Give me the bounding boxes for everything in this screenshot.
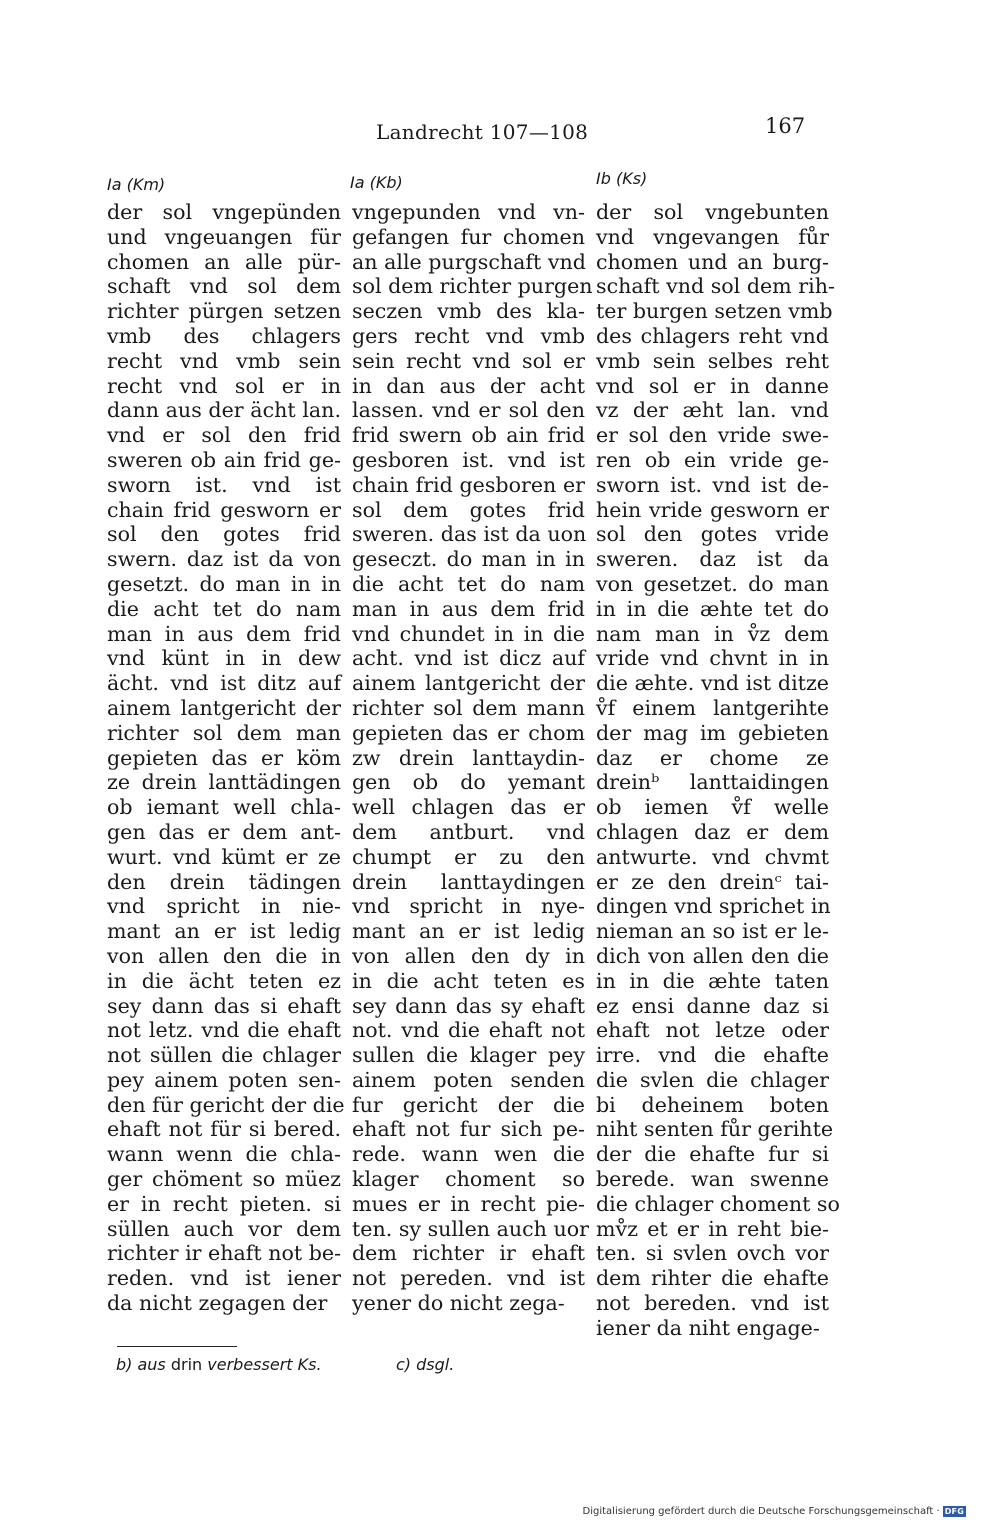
footnote-b-prefix: b) aus bbox=[116, 1355, 166, 1374]
text-line: richter ir ehaft not be- bbox=[107, 1241, 342, 1266]
text-line: ten. sy sullen auch uor bbox=[352, 1216, 589, 1241]
text-line: in in die æhte taten bbox=[596, 968, 829, 993]
text-line: richter sol dem mann bbox=[352, 695, 585, 720]
text-line: rede. wann wen die bbox=[352, 1142, 585, 1167]
text-line: frid swern ob ain frid bbox=[352, 423, 585, 448]
text-line: mant an er ist ledig bbox=[107, 919, 341, 944]
text-line: der mag im gebieten bbox=[596, 720, 829, 745]
text-line: da nicht zegagen der bbox=[107, 1291, 328, 1316]
text-line: die acht tet do nam bbox=[107, 596, 341, 621]
text-line: chain frid gesworn er bbox=[107, 497, 341, 522]
text-line: ez ensi danne daz si bbox=[596, 993, 829, 1018]
text-line: ehaft not für si bered. bbox=[107, 1117, 341, 1142]
text-column-1 bbox=[107, 200, 345, 1316]
text-line: schaft vnd sol dem rih- bbox=[596, 274, 835, 299]
credit-text: Digitalisierung gefördert durch die Deutsche Forschungsgemeinschaft · bbox=[582, 1506, 940, 1517]
page-number: 167 bbox=[765, 114, 806, 138]
text-line: gepieten das er chom bbox=[352, 720, 585, 745]
footnote-b bbox=[116, 1355, 322, 1374]
text-line: vngepunden vnd vn- bbox=[352, 200, 585, 224]
text-line: und vngeuangen für bbox=[107, 224, 341, 249]
text-line: sworn ist. vnd ist de- bbox=[596, 472, 829, 497]
text-line: schaft vnd sol dem bbox=[107, 274, 341, 299]
text-line: dich von allen den die bbox=[596, 943, 829, 968]
text-line: vnd künt in in dew bbox=[107, 646, 341, 671]
text-line: not bereden. vnd ist bbox=[596, 1291, 829, 1316]
text-line: ter burgen setzen vmb bbox=[596, 299, 833, 324]
text-line: die acht tet do nam bbox=[352, 571, 585, 596]
text-line: sol den gotes frid bbox=[107, 522, 341, 547]
text-line: reden. vnd ist iener bbox=[107, 1266, 341, 1291]
text-line: von gesetzet. do man bbox=[596, 571, 829, 596]
text-line: ob iemen v̊f welle bbox=[596, 795, 829, 820]
text-line: mv̊z et er in reht bie- bbox=[596, 1216, 829, 1241]
text-line: sey dann das sy ehaft bbox=[352, 993, 585, 1018]
text-line: er ze den dreinᶜ tai- bbox=[596, 869, 829, 894]
text-line: der sol vngepünden bbox=[107, 200, 341, 224]
text-line: irre. vnd die ehafte bbox=[596, 1043, 829, 1068]
text-line: ren ob ein vride ge- bbox=[596, 447, 829, 472]
text-line: recht vnd sol er in bbox=[107, 373, 341, 398]
text-line: klager choment so bbox=[352, 1167, 585, 1192]
text-line: chlagen daz er dem bbox=[596, 819, 829, 844]
text-line: wann wenn die chla- bbox=[107, 1142, 341, 1167]
text-line: der sol vngebunten bbox=[596, 200, 829, 224]
text-line: gesetzt. do man in in bbox=[107, 571, 341, 596]
text-line: vz der æht lan. vnd bbox=[596, 398, 829, 423]
text-column-3 bbox=[596, 200, 840, 1341]
text-line: vnd sol er in danne bbox=[596, 373, 829, 398]
text-line: er in recht pieten. si bbox=[107, 1191, 341, 1216]
text-line: gefangen fur chomen bbox=[352, 224, 585, 249]
text-line: berede. wan swenne bbox=[596, 1167, 829, 1192]
text-line: vmb des chlagers bbox=[107, 323, 341, 348]
text-line: gen ob do yemant bbox=[352, 770, 585, 795]
text-line: der die ehafte fur si bbox=[596, 1142, 829, 1167]
text-line: zw drein lanttaydin- bbox=[352, 745, 585, 770]
text-line: in dan aus der acht bbox=[352, 373, 585, 398]
text-line: chomen an alle pür- bbox=[107, 249, 341, 274]
text-line: gesboren ist. vnd ist bbox=[352, 447, 585, 472]
text-line: chomen und an burg- bbox=[596, 249, 829, 274]
text-line: antwurte. vnd chvmt bbox=[596, 844, 829, 869]
text-line: sey dann das si ehaft bbox=[107, 993, 341, 1018]
footnote-c: c) dsgl. bbox=[396, 1355, 455, 1374]
text-line: er sol den vride swe- bbox=[596, 423, 829, 448]
text-line: lassen. vnd er sol den bbox=[352, 398, 585, 423]
text-line: vnd spricht in nye- bbox=[352, 894, 585, 919]
text-line: man in aus dem frid bbox=[107, 621, 341, 646]
column-heading-1: Ia (Km) bbox=[107, 175, 166, 194]
text-line: yener do nicht zega- bbox=[352, 1291, 565, 1316]
text-line: den drein tädingen bbox=[107, 869, 341, 894]
text-line: acht. vnd ist dicz auf bbox=[352, 646, 585, 671]
text-line: ze drein lanttädingen bbox=[107, 770, 341, 795]
footnote-rule bbox=[117, 1346, 237, 1347]
text-line: sein recht vnd sol er bbox=[352, 348, 585, 373]
text-line: sullen die klager pey bbox=[352, 1043, 585, 1068]
footnote-b-word: drin bbox=[170, 1355, 203, 1374]
text-line: not süllen die chlager bbox=[107, 1043, 341, 1068]
text-line: gepieten das er köm bbox=[107, 745, 341, 770]
page-title: Landrecht 107—108 bbox=[376, 120, 589, 144]
text-line: bi deheinem boten bbox=[596, 1092, 829, 1117]
text-line: niht senten fůr gerihte bbox=[596, 1117, 834, 1142]
text-line: pey ainem poten sen- bbox=[107, 1067, 341, 1092]
text-line: ehaft not fur sich pe- bbox=[352, 1117, 585, 1142]
text-line: dem richter ir ehaft bbox=[352, 1241, 585, 1266]
text-line: vnd er sol den frid bbox=[107, 423, 341, 448]
text-line: daz er chome ze bbox=[596, 745, 829, 770]
text-line: vride vnd chvnt in in bbox=[596, 646, 829, 671]
text-line: des chlagers reht vnd bbox=[596, 323, 829, 348]
column-heading-2: Ia (Kb) bbox=[350, 173, 403, 192]
text-line: drein lanttaydingen bbox=[352, 869, 585, 894]
text-line: hein vride gesworn er bbox=[596, 497, 829, 522]
text-line: sol den gotes vride bbox=[596, 522, 829, 547]
column-heading-3: Ib (Ks) bbox=[596, 169, 648, 188]
text-column-2 bbox=[352, 200, 593, 1316]
text-line: seczen vmb des kla- bbox=[352, 299, 585, 324]
text-line: sweren. daz ist da bbox=[596, 547, 829, 572]
text-line: richter pürgen setzen bbox=[107, 299, 341, 324]
text-line: ächt. vnd ist ditz auf bbox=[107, 671, 341, 696]
text-line: gen das er dem ant- bbox=[107, 819, 341, 844]
text-line: in die ächt teten ez bbox=[107, 968, 341, 993]
text-line: an alle purgschaft vnd bbox=[352, 249, 586, 274]
text-line: chain frid gesboren er bbox=[352, 472, 585, 497]
text-line: vnd chundet in in die bbox=[352, 621, 585, 646]
text-line: geseczt. do man in in bbox=[352, 547, 585, 572]
text-line: die svlen die chlager bbox=[596, 1067, 829, 1092]
text-line: iener da niht engage- bbox=[596, 1315, 820, 1340]
text-line: dreinᵇ lanttaidingen bbox=[596, 770, 829, 795]
text-line: sworn ist. vnd ist bbox=[107, 472, 341, 497]
text-line: dem rihter die ehafte bbox=[596, 1266, 829, 1291]
text-line: wurt. vnd kümt er ze bbox=[107, 844, 341, 869]
text-line: sweren ob ain frid ge- bbox=[107, 447, 341, 472]
text-line: die chlager choment so bbox=[596, 1191, 840, 1216]
text-line: gers recht vnd vmb bbox=[352, 323, 585, 348]
text-line: richter sol dem man bbox=[107, 720, 341, 745]
text-line: mant an er ist ledig bbox=[352, 919, 585, 944]
text-line: den für gericht der die bbox=[107, 1092, 345, 1117]
text-line: not letz. vnd die ehaft bbox=[107, 1018, 341, 1043]
text-line: ob iemant well chla- bbox=[107, 795, 341, 820]
text-line: in in die æhte tet do bbox=[596, 596, 829, 621]
text-line: mues er in recht pie- bbox=[352, 1191, 585, 1216]
text-line: dem antburt. vnd bbox=[352, 819, 585, 844]
digitization-credit bbox=[583, 1506, 966, 1517]
text-line: well chlagen das er bbox=[352, 795, 585, 820]
text-line: nieman an so ist er le- bbox=[596, 919, 829, 944]
text-line: dann aus der ächt lan. bbox=[107, 398, 341, 423]
text-line: vnd vngevangen fůr bbox=[596, 224, 829, 249]
text-line: ten. si svlen ovch vor bbox=[596, 1241, 829, 1266]
text-line: recht vnd vmb sein bbox=[107, 348, 341, 373]
text-line: swern. daz ist da von bbox=[107, 547, 341, 572]
text-line: die æhte. vnd ist ditze bbox=[596, 671, 829, 696]
text-line: in die acht teten es bbox=[352, 968, 585, 993]
text-line: chumpt er zu den bbox=[352, 844, 585, 869]
text-line: nam man in v̊z dem bbox=[596, 621, 829, 646]
text-line: ainem poten senden bbox=[352, 1067, 585, 1092]
text-line: vnd spricht in nie- bbox=[107, 894, 341, 919]
text-line: not pereden. vnd ist bbox=[352, 1266, 585, 1291]
text-line: von allen den die in bbox=[107, 943, 341, 968]
text-line: vmb sein selbes reht bbox=[596, 348, 829, 373]
footnote-b-suffix: verbessert Ks. bbox=[207, 1355, 322, 1374]
text-line: ainem lantgericht der bbox=[352, 671, 585, 696]
text-line: sol dem gotes frid bbox=[352, 497, 585, 522]
text-line: ainem lantgericht der bbox=[107, 695, 341, 720]
text-line: man in aus dem frid bbox=[352, 596, 585, 621]
text-line: ehaft not letze oder bbox=[596, 1018, 829, 1043]
text-line: sweren. das ist da uon bbox=[352, 522, 587, 547]
text-line: ger chöment so müez bbox=[107, 1167, 341, 1192]
text-line: not. vnd die ehaft not bbox=[352, 1018, 585, 1043]
text-line: süllen auch vor dem bbox=[107, 1216, 341, 1241]
text-line: v̊f einem lantgerihte bbox=[596, 695, 829, 720]
text-line: dingen vnd sprichet in bbox=[596, 894, 831, 919]
text-line: sol dem richter purgen bbox=[352, 274, 593, 299]
dfg-logo: DFG bbox=[944, 1507, 964, 1516]
text-line: von allen den dy in bbox=[352, 943, 585, 968]
text-line: fur gericht der die bbox=[352, 1092, 585, 1117]
